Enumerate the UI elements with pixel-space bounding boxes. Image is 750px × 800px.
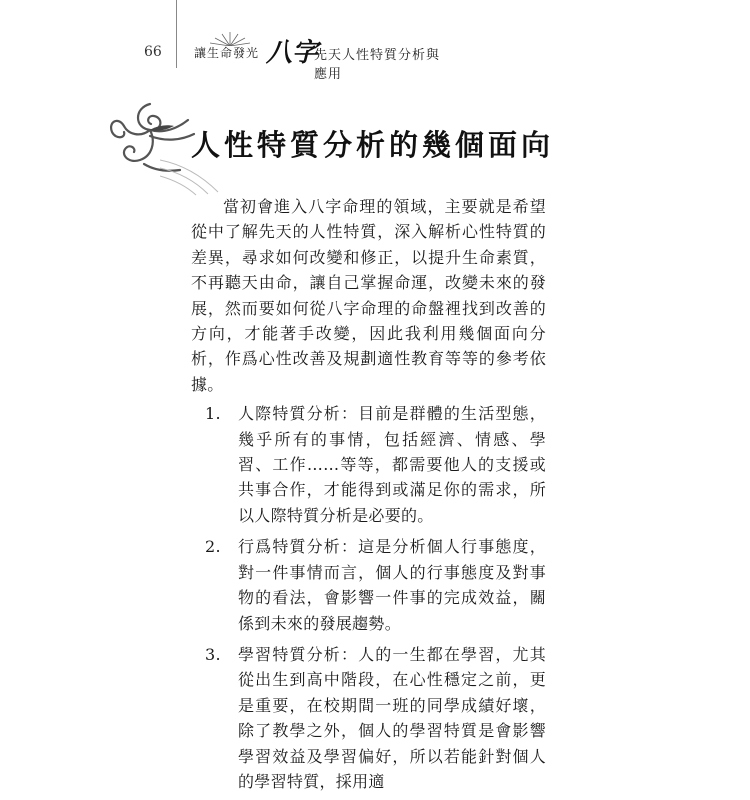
list-item-text: 行爲特質分析：這是分析個人行事態度，對一件事情而言，個人的行事態度及對事物的看法，會影響一件事的完成效益，關係到未來的發展趨勢。 bbox=[238, 537, 546, 633]
list-item bbox=[191, 401, 546, 528]
list-item-number: 3. bbox=[205, 644, 221, 664]
list-item bbox=[191, 642, 546, 794]
list-item-number: 2. bbox=[205, 537, 221, 557]
body-text bbox=[191, 194, 546, 800]
chapter-title: 人性特質分析的幾個面向 bbox=[191, 128, 555, 162]
aspect-list bbox=[191, 401, 546, 794]
brand-small-text: 讓生命發光 bbox=[194, 46, 260, 60]
book-brand bbox=[190, 30, 450, 82]
page-number: 66 bbox=[144, 44, 162, 60]
list-item-text: 學習特質分析：人的一生都在學習，尤其從出生到高中階段，在心性穩定之前，更是重要，在校期間一班的同學成績好壞，除了教學之外，個人的學習特質是會影響學習效益及學習偏好，所以若能針對個人的學習特質，採用適 bbox=[238, 644, 546, 791]
list-item-text: 人際特質分析：目前是群體的生活型態，幾乎所有的事情，包括經濟、情感、學習、工作……等等，都需要他人的支援或共事合作，才能得到或滿足你的需求，所以人際特質分析是必要的。 bbox=[238, 404, 546, 525]
list-item-number: 1. bbox=[205, 404, 221, 424]
page-header bbox=[0, 0, 750, 80]
header-divider bbox=[176, 0, 177, 68]
intro-paragraph: 當初會進入八字命理的領域，主要就是希望從中了解先天的人性特質，深入解析心性特質的差異，尋求如何改變和修正，以提升生命素質，不再聽天由命，讓自己掌握命運，改變未來的發展，然而要如何從八字命理的命盤裡找到改善的方向，才能著手改變，因此我利用幾個面向分析，作爲心性改善及規劃適性教育等等的參考依據。 bbox=[191, 197, 546, 394]
book-subtitle: 先天人性特質分析與應用 bbox=[314, 48, 441, 82]
brand-big-text: 八字 bbox=[266, 38, 319, 68]
list-item bbox=[191, 534, 546, 636]
